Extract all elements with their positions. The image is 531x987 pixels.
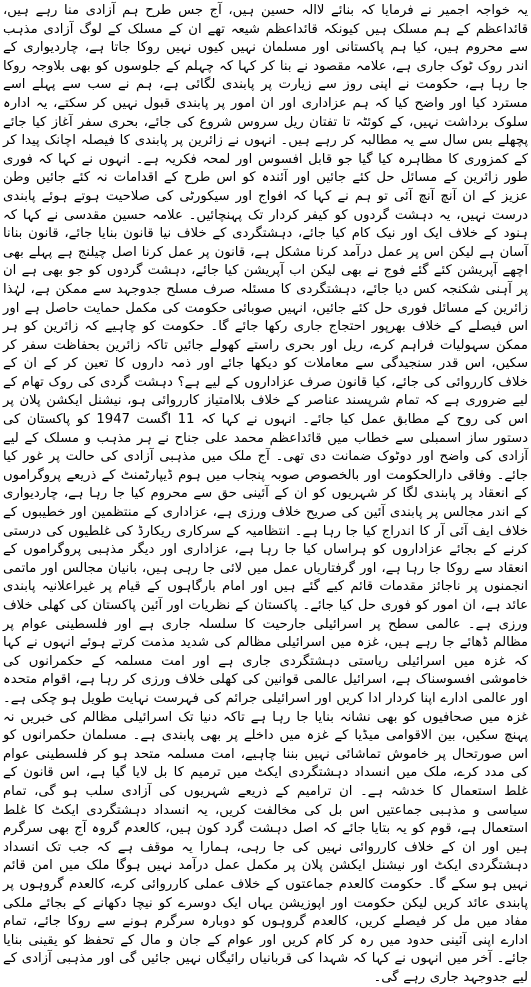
article-clip [3, 2, 528, 985]
article-body-text: یہ خواجہ اجمیر نے فرمایا کہ بنائے لاالہ حسین ہیں، آج جس طرح ہم آزادی منا رہے ہیں، قائداعظم کے ہم مسلک ہیں کیونکہ قائداعظم شیعہ تھے ان کے مسلک کے لوگ آزادی مذہب سے محروم ہیں، کیا ہم پاکستانی اور مسلمان نہیں کیوں نہیں روکا جاتا ہے، چاردیواری کے اندر روک ٹوک جاری ہے، علامہ مقصود نے بنا کر کہا کہ چہلم کے جلوسوں کو بھی بلاوجہ روکا جا رہا ہے، حکومت نے اپنی روز سے زیارت پر پابندی لگائی ہے، ہم نے سب سے پہلے اسے مسترد کیا اور واضح کیا کہ ہم عزاداری اور ان امور پر پابندی قبول نہیں کر سکتے، یہ ادارہ سلوک برداشت نہیں، کے کوئٹہ تا تفتان ریل سروس شروع کی جائے، بحری سفر آغاز کیا جائے پچھلے بس سال سے یہ مطالبہ کر رہے ہیں۔ انہوں نے زائرین پر پابندی کا فیصلہ اچانک پیدا کر کے کمزوری کا مظاہرہ کیا گیا جو قابل افسوس اور لمحہ فکریہ ہے۔ انہوں نے کہا کہ فوری طور زائرین کے مسائل حل کئے جائیں اور آئندہ کو اس طرح کے اقدامات نہ کئے جائیں وطن عزیز کے ان آنچ آنچ آئی تو ہم نے کہا کہ افواج اور سیکورٹی کی صلاحیت ہوتے ہوئے پابندی درست نہیں، یہ دہشت گردوں کو کیفر کردار تک پہنچائیں۔ علامہ حسین مقدسی نے کہا کہ ہنود کے خلاف ایک اور نیک کام کیا جائے، دہشتگردی کے خلاف نیا قانون بنایا جائے، قانون بنانا آسان ہے لیکن اس پر عمل درآمد کرنا مشکل ہے، قانون پر عمل کرنا اصل چیلنج ہے پہلے بھی اچھے آپریشن کئے گئے فوج نے بھی لیکن اب آپریشن کیا جائے، دہشت گردوں کو جو بھی ہے ان پر آہنی شکنجہ کس دیا جائے، دہشتگردی کا مسئلہ صرف مسلح جدوجہد سے ممکن ہے، لہٰذا زائرین کے مسائل فوری حل کئے جائیں، انہیں صوبائی حکومت کی مکمل حمایت حاصل ہے اور اس فیصلے کے خلاف بھرپور احتجاج جاری رکھا جائے گا۔ حکومت کو چاہیے کہ زائرین کو ہر ممکن سہولیات فراہم کرے، ریل اور بحری راستے کھولے جائیں تاکہ زائرین بحفاظت سفر کر سکیں، اس قدر سنجیدگی سے معاملات کو دیکھا جائے اور ذمہ داروں کا تعین کر کے ان کے خلاف کارروائی کی جائے، کیا قانون صرف عزاداروں کے لیے ہے؟ دہشت گردی کی روک تھام کے لیے ضروری ہے کہ تمام شرپسند عناصر کے خلاف بلاامتیاز کارروائی ہو، نیشنل ایکشن پلان پر اس کی روح کے مطابق عمل کیا جائے۔ انہوں نے کہا کہ 11 اگست 1947 کو پاکستان کی دستور ساز اسمبلی سے خطاب میں قائداعظم محمد علی جناح نے ہر مذہب و مسلک کے لیے آزادی کی واضح اور دوٹوک ضمانت دی تھی۔ آج ملک میں مذہبی آزادی کی حالت پر غور کیا جائے۔ وفاقی دارالحکومت اور بالخصوص صوبہ پنجاب میں ہوم ڈیپارٹمنٹ کے ذریعے پروگراموں کے انعقاد پر پابندی لگا کر شہریوں کو ان کے آئینی حق سے محروم کیا جا رہا ہے، چاردیواری کے اندر مجالس پر پابندی آئین کی صریح خلاف ورزی ہے، عزاداری کے منتظمین اور خطیبوں کے خلاف ایف آئی آر کا اندراج کیا جا رہا ہے۔ انتظامیہ کے سرکاری ریکارڈ کی غلطیوں کی درستی کرنے کے بجائے عزاداروں کو ہراساں کیا جا رہا ہے، عزاداری اور دیگر مذہبی پروگراموں کے انعقاد سے روکا جا رہا ہے، اور گرفتاریاں عمل میں لائی جا رہی ہیں، بانیان مجالس اور ماتمی انجمنوں پر ناجائز مقدمات قائم کیے گئے ہیں اور امام بارگاہوں کے قیام پر غیراعلانیہ پابندی عائد ہے، ان امور کو فوری حل کیا جائے۔ پاکستان کے نظریات اور آئین پاکستان کی کھلی خلاف ورزی ہے۔ عالمی سطح پر اسرائیلی جارحیت کا سلسلہ جاری ہے اور فلسطینی عوام پر مظالم ڈھائے جا رہے ہیں، غزہ میں اسرائیلی مظالم کی شدید مذمت کرتے ہوئے انہوں نے کہا کہ غزہ میں اسرائیلی ریاستی دہشتگردی جاری ہے اور امت مسلمہ کے حکمرانوں کی خاموشی افسوسناک ہے، اسرائیل عالمی قوانین کی کھلی خلاف ورزی کر رہا ہے، اقوام متحدہ اور عالمی ادارے اپنا کردار ادا کریں اور اسرائیلی جرائم کی فہرست نہایت طویل ہو چکی ہے۔ غزہ میں صحافیوں کو بھی نشانہ بنایا جا رہا ہے تاکہ دنیا تک اسرائیلی مظالم کی خبریں نہ پہنچ سکیں، بین الاقوامی میڈیا کے غزہ میں داخلے پر بھی پابندی ہے۔ مسلمان حکمرانوں کو اس صورتحال پر خاموش تماشائی نہیں بننا چاہیے، امت مسلمہ متحد ہو کر فلسطینی عوام کی مدد کرے، ملک میں انسداد دہشتگردی ایکٹ میں ترمیم کا بل لایا گیا ہے، اس قانون کے غلط استعمال کا خدشہ ہے۔ ان ترامیم کے ذریعے شہریوں کی آزادی سلب ہو گی، تمام سیاسی و مذہبی جماعتیں اس بل کی مخالفت کریں، یہ انسداد دہشتگردی ایکٹ کا غلط استعمال ہے، قوم کو یہ بتایا جائے کہ اصل دہشت گرد کون ہیں، کالعدم گروہ آج بھی سرگرم ہیں اور ان کے خلاف کارروائی نہیں کی جا رہی، ہمارا یہ موقف ہے کہ جب تک انسداد دہشتگردی ایکٹ اور نیشنل ایکشن پلان پر مکمل عمل درآمد نہیں ہوگا ملک میں امن قائم نہیں ہو سکے گا۔ حکومت کالعدم جماعتوں کے خلاف عملی کارروائی کرے، کالعدم گروہوں پر پابندی عائد کریں لیکن حکومت اور اپوزیشن یہاں ایک دوسرے کو نیچا دکھانے کے بجائے ملکی مفاد میں مل کر فیصلے کریں، کالعدم گروہوں کو دوبارہ سرگرم ہونے سے روکا جائے، تمام ادارے اپنی آئینی حدود میں رہ کر کام کریں اور عوام کے جان و مال کے تحفظ کو یقینی بنایا جائے۔ آخر میں انہوں نے کہا کہ شہدا کی قربانیاں رائیگاں نہیں جائیں گی اور مذہبی آزادی کے لیے جدوجہد جاری رہے گی۔ [3, 3, 528, 985]
